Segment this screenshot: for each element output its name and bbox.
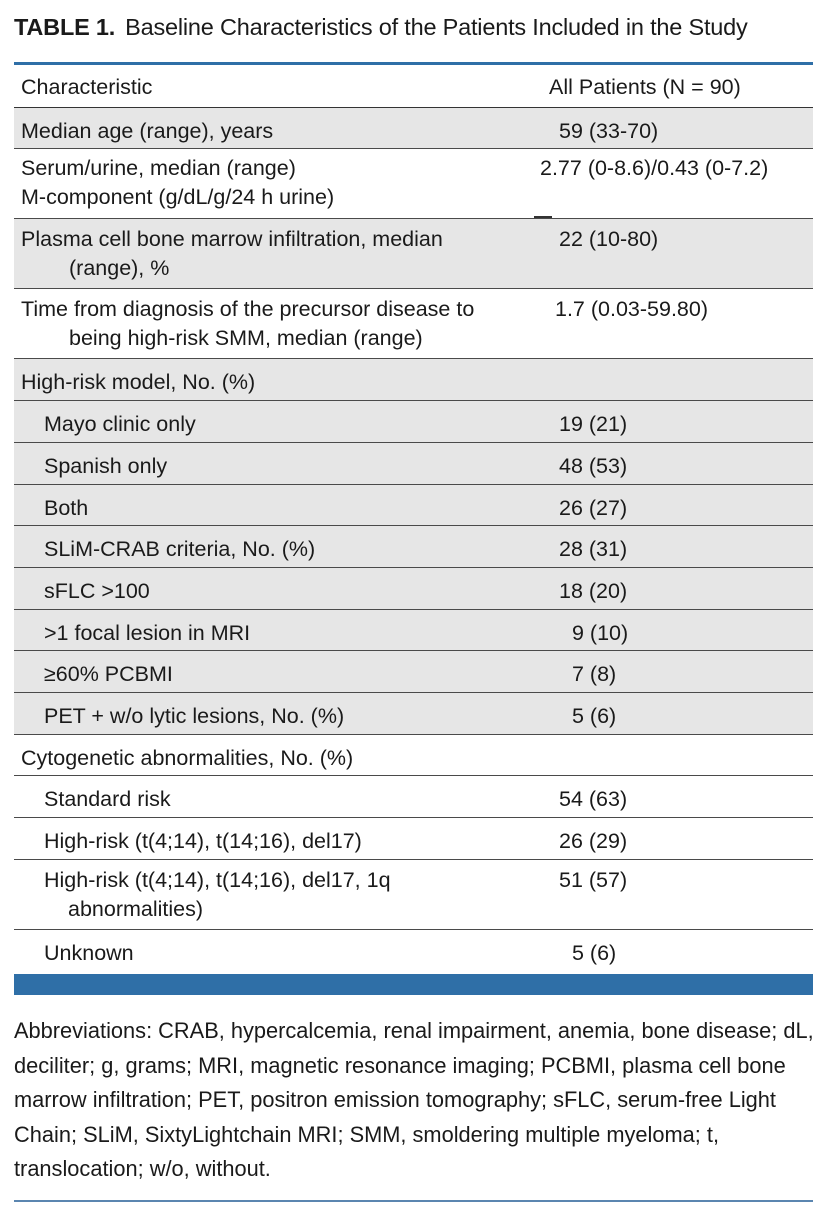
table-row (14, 693, 813, 735)
table-row (14, 485, 813, 526)
row-label: High-risk model, No. (%) (21, 370, 256, 394)
row-value: 5 (6) (572, 941, 617, 965)
row-label: sFLC >100 (44, 579, 150, 603)
row-value: 2.77 (0-8.6)/0.43 (0-7.2) (540, 156, 769, 180)
row-value: 26 (27) (559, 496, 628, 520)
row-label: High-risk (t(4;14), t(14;16), del17) (44, 829, 362, 853)
bottom-rule (14, 1200, 813, 1202)
row-value: 19 (21) (559, 412, 628, 436)
header-all-patients: All Patients (N = 90) (549, 75, 741, 99)
table-row (14, 219, 813, 289)
table-row (14, 526, 813, 568)
abbreviations-footnote: Abbreviations: CRAB, hypercalcemia, renal impairment, anemia, bone disease; dL, deciliter; g, grams; MRI, magnetic resonance imaging; PCBMI, plasma cell bone marrow infiltration; PET, positron emission tomography; sFLC, serum-free Light Chain; SLiM, SixtyLightchain MRI; SMM, smoldering multiple myeloma; t, translocation; w/o, without. (14, 1018, 814, 1181)
table-row (14, 108, 813, 149)
table-row (14, 860, 813, 930)
row-label: Both (44, 496, 89, 520)
row-value: 48 (53) (559, 454, 628, 478)
row-label: PET + w/o lytic lesions, No. (%) (44, 704, 345, 728)
row-value: 22 (10-80) (559, 227, 659, 251)
row-value: 7 (8) (572, 662, 617, 686)
table-header (14, 66, 813, 108)
row-label: Mayo clinic only (44, 412, 196, 436)
table-row (14, 651, 813, 693)
row-value: 26 (29) (559, 829, 628, 853)
row-label: ≥60% PCBMI (44, 662, 173, 686)
table-row (14, 776, 813, 818)
table-row (14, 735, 813, 776)
row-value: 54 (63) (559, 787, 628, 811)
row-value: 1.7 (0.03-59.80) (555, 297, 708, 321)
row-label: Unknown (44, 941, 134, 965)
row-label: SLiM-CRAB criteria, No. (%) (44, 537, 316, 561)
row-label: >1 focal lesion in MRI (44, 621, 251, 645)
row-label: Serum/urine, median (range) M-component (g/dL/g/24 h urine) (21, 156, 335, 209)
table-row (14, 930, 813, 971)
table-row (14, 289, 813, 359)
bottom-accent-bar (14, 974, 813, 995)
header-characteristic: Characteristic (21, 75, 153, 99)
row-label: High-risk (t(4;14), t(14;16), del17, 1q abnormalities) (44, 868, 391, 921)
table-row (14, 818, 813, 860)
table-row (14, 401, 813, 443)
row-value: 5 (6) (572, 704, 617, 728)
row-value: 18 (20) (559, 579, 628, 603)
table-row (14, 359, 813, 401)
table-row (14, 149, 813, 219)
table-row (14, 610, 813, 651)
row-label: Cytogenetic abnormalities, No. (%) (21, 746, 354, 770)
top-accent-rule (14, 62, 813, 65)
row-rule-tick (534, 216, 552, 218)
row-label: Standard risk (44, 787, 171, 811)
row-label: Spanish only (44, 454, 168, 478)
row-value: 28 (31) (559, 537, 628, 561)
table-label: TABLE 1. (14, 14, 116, 40)
row-label: Plasma cell bone marrow infiltration, median (range), % (21, 227, 443, 280)
table-row (14, 568, 813, 610)
row-value: 59 (33-70) (559, 119, 659, 143)
row-label: Time from diagnosis of the precursor disease to being high-risk SMM, median (range) (21, 297, 475, 350)
table-row (14, 443, 813, 485)
row-label: Median age (range), years (21, 119, 274, 143)
table-title (14, 14, 824, 41)
table-caption: Baseline Characteristics of the Patients Included in the Study (125, 14, 748, 40)
row-value: 9 (10) (572, 621, 629, 645)
row-value: 51 (57) (559, 868, 628, 892)
